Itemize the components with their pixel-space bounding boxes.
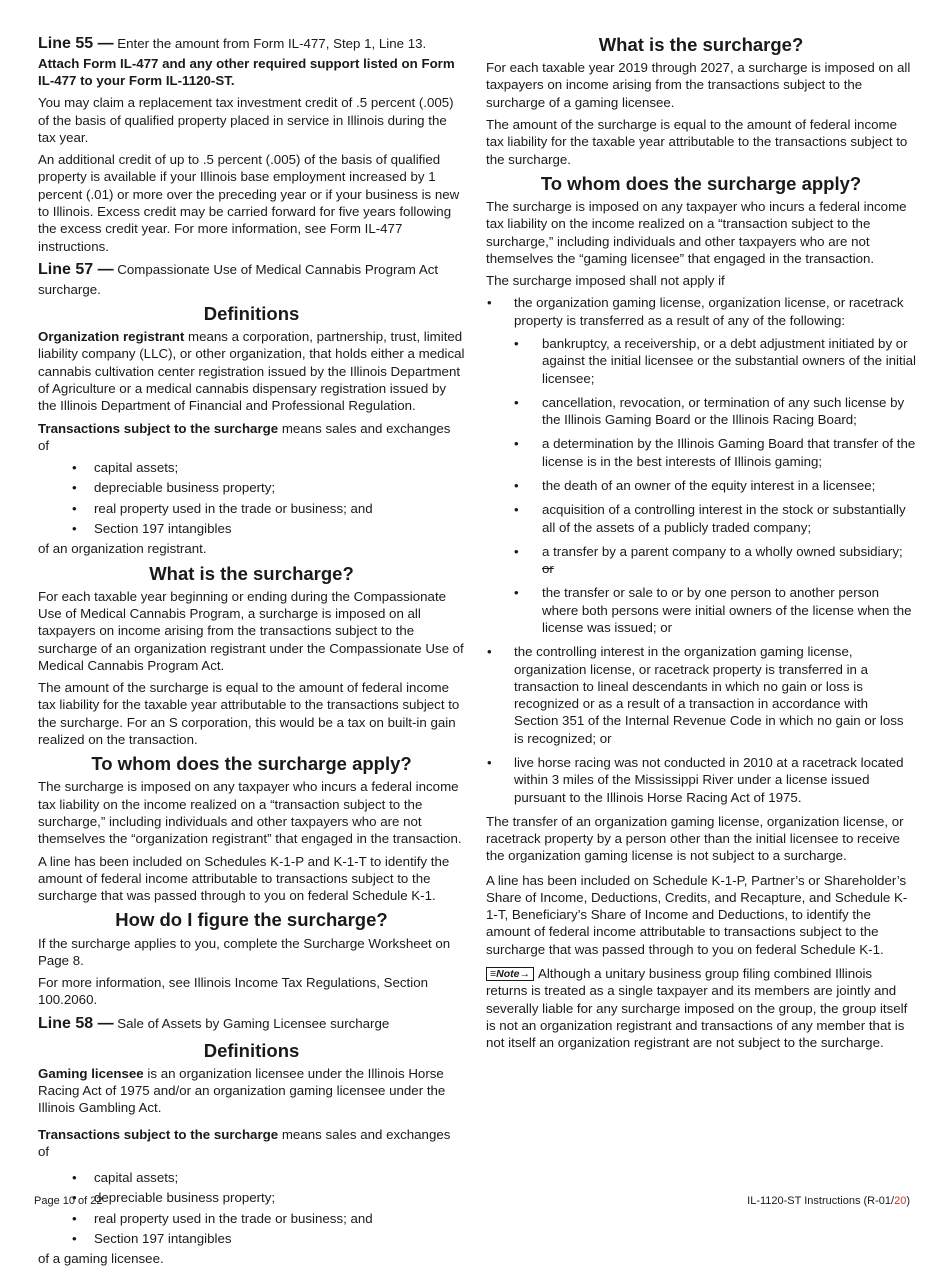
note-icon: ≡Note→ [486,967,534,981]
whom-paragraph-2: A line has been included on Schedules K-1-P and K-1-T to identify the amount of federal income attributable to transactions subject to the surcharge that was passed through to you on federal Schedule K-1. [38,853,450,904]
org-registrant-definition [38,328,465,414]
line55-bold: Attach Form IL-477 and any other required support listed on Form IL-477 to your Form IL-1120-ST. [38,55,455,89]
list-item: • the controlling interest in the organization gaming license, organization license, or racetrack property is transferred in a transaction to lineal descendants in which no gain or loss is recognized or as a result of a transaction in accordance with Section 351 of the Internal Revenue Code in which no gain or loss is recognized; or [514,643,916,747]
whom-heading: To whom does the surcharge apply? [91,753,412,775]
how-paragraph-1: If the surcharge applies to you, complete the Surcharge Worksheet on Page 8. [38,935,451,968]
credit-paragraph-1: You may claim a replacement tax investment credit of .5 percent (.005) of the basis of qualified property placed in service in Illinois during the tax year. [38,95,454,145]
list-item: • real property used in the trade or business; and [94,500,465,517]
line55-text: Enter the amount from Form IL-477, Step 1, Line 13. [117,36,427,51]
form-id-suffix: ) [906,1194,910,1207]
list-item: • Section 197 intangibles [94,520,465,537]
list-item: • the transfer or sale to or by one person to another person where both persons were initial owners of the license when the license was issued; or [540,584,916,636]
what-paragraph-right-2: The amount of the surcharge is equal to the amount of federal income tax liability for the taxable year attributable to the transactions subject to the surcharge. [486,117,908,167]
transactions-text: means sales and exchanges of [38,420,451,453]
gaming-licensee-definition [38,1065,465,1117]
list-item: • depreciable business property; [94,479,465,496]
gaming-licensee-term: Gaming licensee [38,1065,144,1081]
transactions-after-2: of a gaming licensee. [38,1251,164,1267]
list-item: • capital assets; [94,459,465,476]
left-column [38,34,465,1273]
transactions-list [38,459,465,537]
what-paragraph-right-1: For each taxable year 2019 through 2027, a surcharge is imposed on all taxpayers on income arising from the transactions subject to the surcharge of a gaming licensee. [486,60,911,110]
note-text: Although a unitary business group filing combined Illinois returns is treated as a single taxpayer and its members are jointly and severally liable for any surcharge imposed on the group, the group itself is not an organization registrant and transactions of any member that is not itself an organization registrant are not subject to the surcharge. [486,966,908,1051]
list-item: • the death of an owner of the equity interest in a licensee; [540,477,916,494]
schedule-line-paragraph: A line has been included on Schedule K-1-P, Partner’s or Shareholder’s Share of Income, Deductions, Credits, and Recapture, and Schedule K-1-T, Beneficiary’s Share of Income and Deductions, to identify the amount of federal income attributable to transactions subject to the surcharge that was passed through to you on federal Schedule K-1. [486,872,908,957]
note-label: Note [496,968,520,981]
list-item: • a determination by the Illinois Gaming Board that transfer of the license is in the best interests of Illinois gaming; [540,435,916,470]
transactions-text-2: means sales and exchanges of [38,1126,451,1159]
transactions-term: Transactions subject to the surcharge [38,420,279,436]
org-registrant-text: means a corporation, partnership, trust, limited liability company (LLC), or other organization, that holds either a medical cannabis cultivation center registration issued by the Illinois Department of Agriculture or a medical cannabis dispensary registration issued by the Illinois Department of Financial and Professional Regulation. [38,329,465,414]
form-id-prefix: IL-1120-ST Instructions (R-01/ [747,1194,895,1207]
page-number: Page 10 of 22 [34,1194,103,1207]
how-paragraph-2: For more information, see Illinois Income Tax Regulations, Section 100.2060. [38,975,428,1008]
form-id [747,1194,910,1208]
gaming-licensee-text: is an organization licensee under the Illinois Horse Racing Act of 1975 and/or an organization gaming licensee under the Illinois Gambling Act. [38,1065,446,1116]
transactions-list-2 [38,1169,465,1247]
whom-paragraph-right-1: The surcharge is imposed on any taxpayer who incurs a federal income tax liability on the income realized on a “transaction subject to the surcharge,” including individuals and other taxpayers who are not themselves the “gaming licensee” that engaged in the transaction. [486,199,907,266]
org-registrant-term: Organization registrant [38,329,185,345]
definitions-heading-2: Definitions [203,1039,300,1061]
line57-label: Line 57 — [38,260,114,278]
list-item: • live horse racing was not conducted in 2010 at a racetrack located within 3 miles of the Mississippi River under a license issued pursuant to the Illinois Horse Racing Act of 1975. [514,754,916,806]
transactions-after: of an organization registrant. [38,541,207,557]
list-item: • depreciable business property; [94,1189,465,1206]
line58 [38,1014,465,1035]
whom-paragraph-right-2: The surcharge imposed shall not apply if [486,273,725,289]
transactions-definition-2 [38,1126,465,1161]
right-column [486,34,916,1056]
exception-1-text: the organization gaming license, organization license, or racetrack property is transferred as a result of any of the following: [514,295,904,328]
line57 [38,260,465,298]
list-item: • Section 197 intangibles [94,1230,465,1247]
line58-text: Sale of Assets by Gaming Licensee surcharge [117,1015,390,1031]
line57-text: Compassionate Use of Medical Cannabis Program Act surcharge. [38,261,439,297]
transactions-definition [38,420,465,455]
whom-paragraph-1: The surcharge is imposed on any taxpayer who incurs a federal income tax liability on the income realized on a “transaction subject to the surcharge,” including individuals and other taxpayers who are not themselves the “organization registrant” that engaged in the transaction. [38,779,462,847]
line55 [38,34,465,89]
form-id-year: 20 [894,1194,907,1207]
list-item: • acquisition of a controlling interest in the stock or substantially all of the assets of a publicly traded company; [540,501,916,536]
transactions-term-2: Transactions subject to the surcharge [38,1126,279,1142]
line55-label: Line 55 — [38,35,114,52]
credit-paragraph-2: An additional credit of up to .5 percent (.005) of the basis of qualified property is available if your Illinois base employment increased by 1 percent (.01) or more over the preceding year or if your business is new to Illinois. Excess credit may be carried forward for five years following the excess credit year. For more information, see Form IL-477 instructions. [38,152,460,254]
list-item: • real property used in the trade or business; and [94,1210,465,1227]
list-item [540,543,916,578]
what-heading: What is the surcharge? [149,562,354,584]
list-item: • capital assets; [94,1169,465,1186]
struck-word: or [542,561,554,577]
whom-heading-right: To whom does the surcharge apply? [540,172,862,194]
what-paragraph-2: The amount of the surcharge is equal to the amount of federal income tax liability for the taxable year attributable to the transactions subject to the surcharge. For an S corporation, this would be a tax on built-in gain realized on the transaction. [38,680,460,747]
list-item: • cancellation, revocation, or termination of any such license by the Illinois Gaming Board or the Illinois Racing Board; [540,394,916,429]
exceptions-sublist [514,335,916,636]
transfer-paragraph: The transfer of an organization gaming license, organization license, or racetrack property by a person other than the initial licensee to receive the organization gaming license is not subject to a surcharge. [486,813,904,864]
what-heading-right: What is the surcharge? [598,34,804,55]
list-item: • bankruptcy, a receivership, or a debt adjustment initiated by or against the initial licensee or the substantial owners of the initial licensee; [540,335,916,387]
list-item [514,294,916,636]
line58-label: Line 58 — [38,1014,114,1032]
note-paragraph [486,965,916,1051]
exceptions-list [486,294,916,805]
what-paragraph-1: For each taxable year beginning or ending during the Compassionate Use of Medical Cannabis Program, a surcharge is imposed on all taxpayers on income arising from the transactions subject to the surcharge of an organization registrant under the Compassionate Use of Medical Cannabis Program Act. [38,588,464,673]
how-heading: How do I figure the surcharge? [115,909,388,931]
sub-item-text: a transfer by a parent company to a wholly owned subsidiary; [542,543,903,559]
definitions-heading: Definitions [203,302,300,324]
